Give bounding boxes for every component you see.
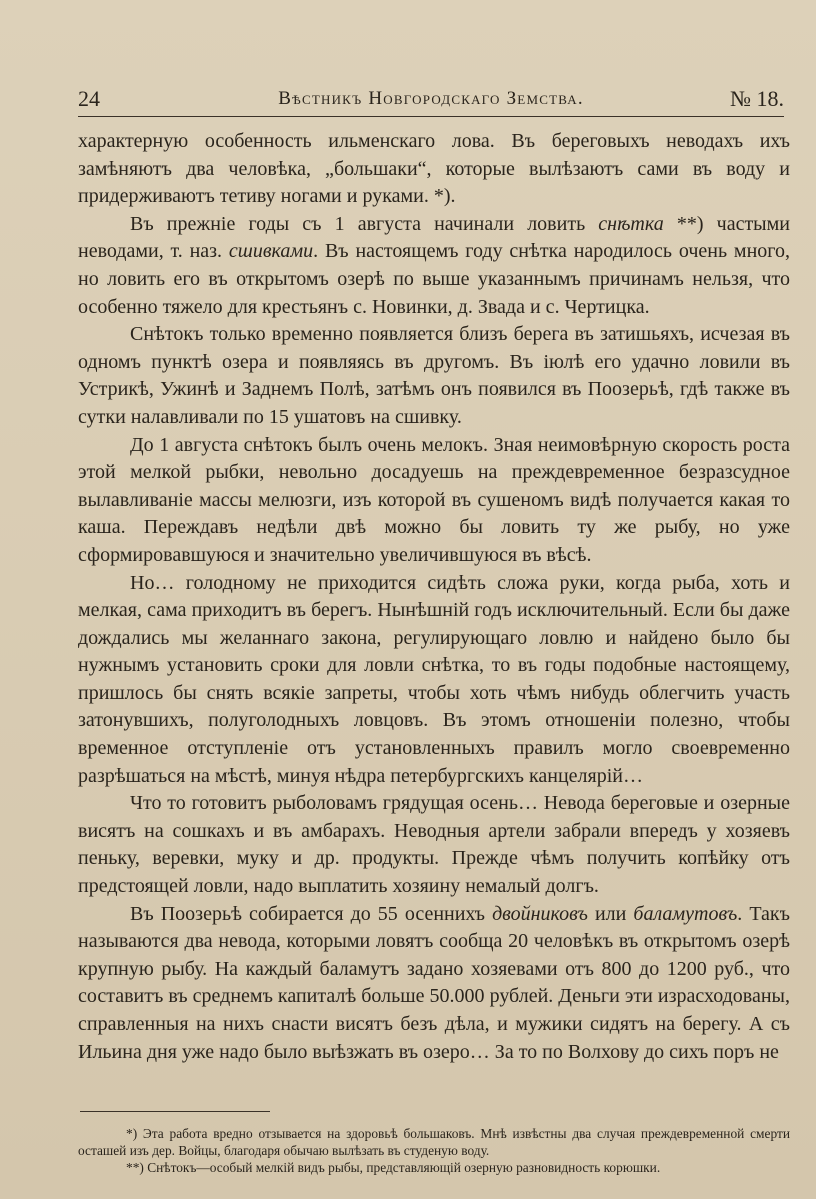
paragraph-3: Снѣтокъ только временно появляется близъ берега въ затишьяхъ, исчезая въ одномъ пунктѣ озера и появляясь въ другомъ. Въ іюлѣ его удачно ловили въ Устрикѣ, Ужинѣ и Заднемъ Полѣ, затѣмъ онъ появился въ Поозерьѣ, гдѣ также въ сутки налавливали по 15 ушатовъ на сшивку. xyxy=(78,323,790,428)
term-snetka: снѣтка xyxy=(598,212,664,235)
paragraph-4: До 1 августа снѣтокъ былъ очень мелокъ. Зная неимовѣрную скорость роста этой мелкой рыбки, невольно досадуешь на преждевременное безразсудное вылавливаніе массы мелюзги, изъ которой въ сушеномъ видѣ получается какая то каша. Переждавъ недѣли двѣ можно бы ловить ту же рыбу, но уже сформировавшуюся и значительно увеличившуюся въ вѣсѣ. xyxy=(78,433,790,566)
article-body xyxy=(78,128,790,1066)
footnote-divider xyxy=(80,1111,270,1112)
term-balamutov: баламутовъ xyxy=(633,902,738,925)
paragraph-6: Что то готовитъ рыболовамъ грядущая осень… Невода береговые и озерные висятъ на сошкахъ и въ амбарахъ. Неводныя артели забрали впередъ у хозяевъ пеньку, веревки, муку и др. продукты. Прежде чѣмъ получить копѣйку отъ предстоящей ловли, надо выплатить хозяину немалый долгъ. xyxy=(78,792,790,898)
issue-number: № 18. xyxy=(730,86,784,111)
footnote-2: **) Снѣтокъ—особый мелкій видъ рыбы, представляющій озерную разновидность корюшки. xyxy=(126,1160,661,1175)
journal-title: Вѣстникъ Новгородскаго Земства. xyxy=(278,88,584,109)
running-header xyxy=(78,84,784,117)
term-dvoinikov: двойниковъ xyxy=(492,902,588,925)
paragraph-7: Въ Поозерьѣ собирается до 55 осеннихъ двойниковъ или баламутовъ. Такъ называются два невода, которыми ловятъ сообща 20 человѣкъ въ открытомъ озерѣ крупную рыбу. На каждый баламутъ задано хозяевами отъ 800 до 1200 руб., что составитъ въ среднемъ капиталѣ больше 50.000 рублей. Деньги эти израсходованы, справленныя на нихъ снасти висятъ безъ дѣла, и мужики сидятъ на берегу. А съ Ильина дня уже надо было выѣзжать въ озеро… За то по Волхову до сихъ поръ не xyxy=(78,902,790,1063)
term-sshivkami: сшивками xyxy=(228,240,314,263)
paragraph-1: характерную особенность ильменскаго лова. Въ береговыхъ неводахъ ихъ замѣняютъ два человѣка, „большаки“, которые вылѣзаютъ сами въ воду и придерживаютъ тетиву ногами и руками. *). xyxy=(78,130,790,208)
paragraph-5: Но… голодному не приходится сидѣть сложа руки, когда рыба, хоть и мелкая, сама приходитъ въ берегъ. Нынѣшній годъ исключительный. Если бы даже дождались мы желаннаго закона, регулирующаго ловлю и найдено было бы нужнымъ установить сроки для ловли снѣтка, то въ годы подобные настоящему, пришлось бы снять всякіе запреты, чтобы хоть чѣмъ нибудь облегчить участь затонувшихъ, полуголодныхъ ловцовъ. Въ этомъ отношеніи полезно, чтобы временное отступленіе отъ установленныхъ правилъ могло своевременно разрѣшаться на мѣстѣ, минуя нѣдра петербургскихъ канцелярій… xyxy=(78,571,790,787)
paragraph-2: Въ прежніе годы съ 1 августа начинали ловить снѣтка **) частыми неводами, т. наз. сшивками. Въ настоящемъ году снѣтка народилось очень много, но ловить его въ открытомъ озерѣ по выше указаннымъ причинамъ нельзя, что особенно тяжело для крестьянъ с. Новинки, д. Звада и с. Чертицка. xyxy=(78,212,790,318)
footnote-1: *) Эта работа вредно отзывается на здоровьѣ большаковъ. Мнѣ извѣстны два случая преждевременной смерти осташей изъ дер. Войцы, благодаря обычаю вылѣзать въ студеную воду. xyxy=(78,1126,790,1158)
footnotes xyxy=(78,1125,790,1176)
page-number: 24 xyxy=(78,86,100,111)
